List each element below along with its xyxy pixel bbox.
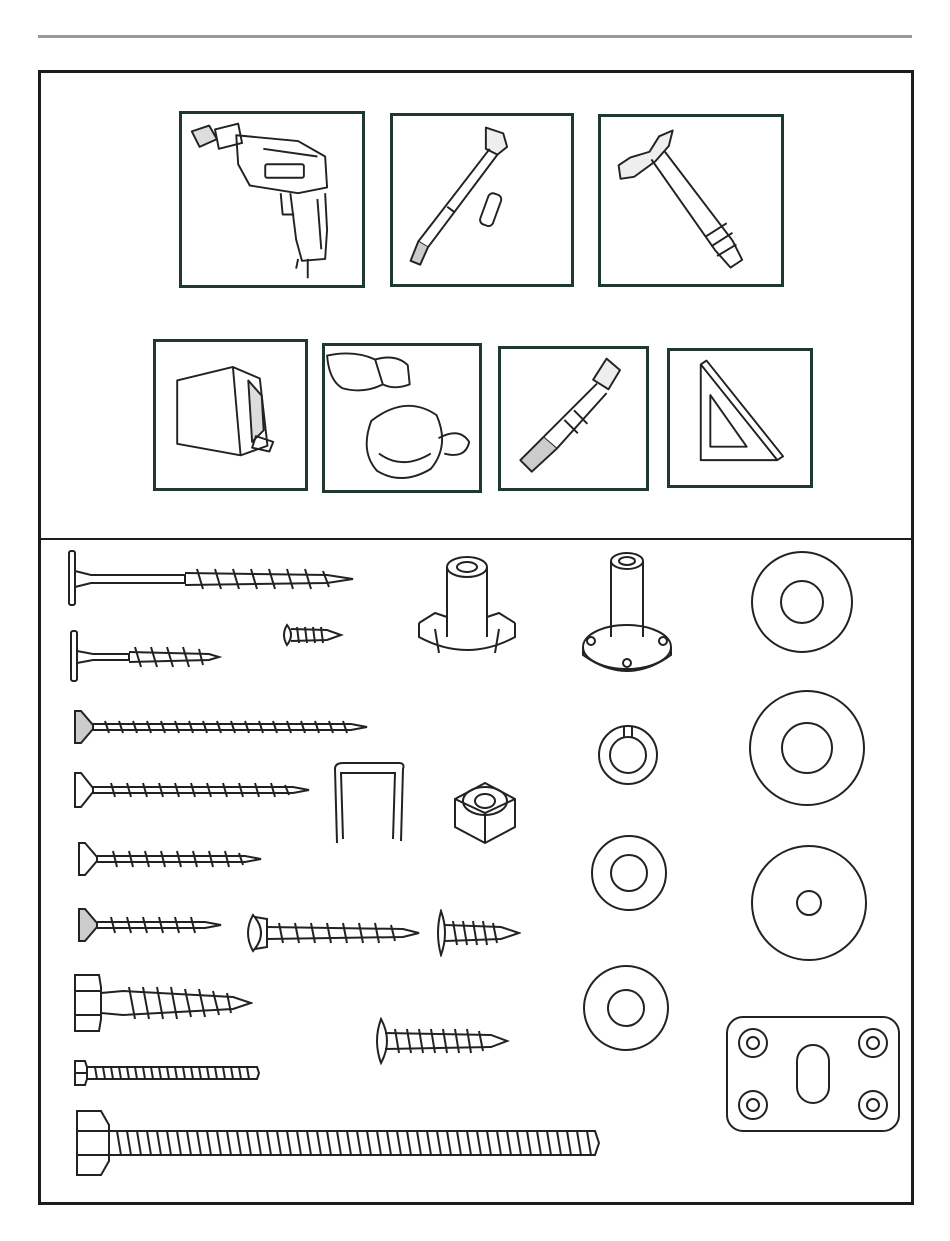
wood-screw-long (71, 709, 371, 745)
split-ring (596, 723, 660, 787)
hex-bolt (73, 1107, 603, 1179)
section-divider (41, 538, 911, 540)
washer-large (747, 688, 867, 808)
speed-square-icon (667, 348, 813, 488)
top-rule (38, 35, 912, 38)
tape-measure-icon (153, 339, 308, 491)
lag-bolt (73, 971, 253, 1035)
claw-hammer-icon (598, 114, 784, 287)
ratchet-socket-icon (390, 113, 574, 287)
truss-screw-medium (371, 1017, 511, 1065)
wood-screw-tiny (75, 907, 225, 943)
truss-screw (435, 909, 521, 957)
staple (331, 759, 407, 845)
tee-nut (415, 553, 519, 671)
flange-screw-long (67, 549, 367, 609)
mounting-plate (725, 1015, 901, 1133)
power-drill-icon (179, 111, 365, 288)
safety-glasses-dust-mask-icon (322, 343, 482, 493)
pan-head-screw (243, 911, 423, 955)
flange-insert (579, 551, 675, 679)
flange-screw-short (69, 629, 229, 685)
flat-washer-small (589, 833, 669, 913)
wood-screw-medium (71, 771, 311, 809)
washer (749, 549, 855, 655)
small-pan-screw (283, 621, 347, 649)
phillips-bit-icon (498, 346, 649, 491)
machine-screw (73, 1057, 263, 1089)
fender-washer (749, 843, 869, 963)
parts-frame (38, 70, 914, 1205)
flat-washer (581, 963, 671, 1053)
lock-nut (449, 779, 521, 847)
wood-screw-small (75, 841, 265, 877)
